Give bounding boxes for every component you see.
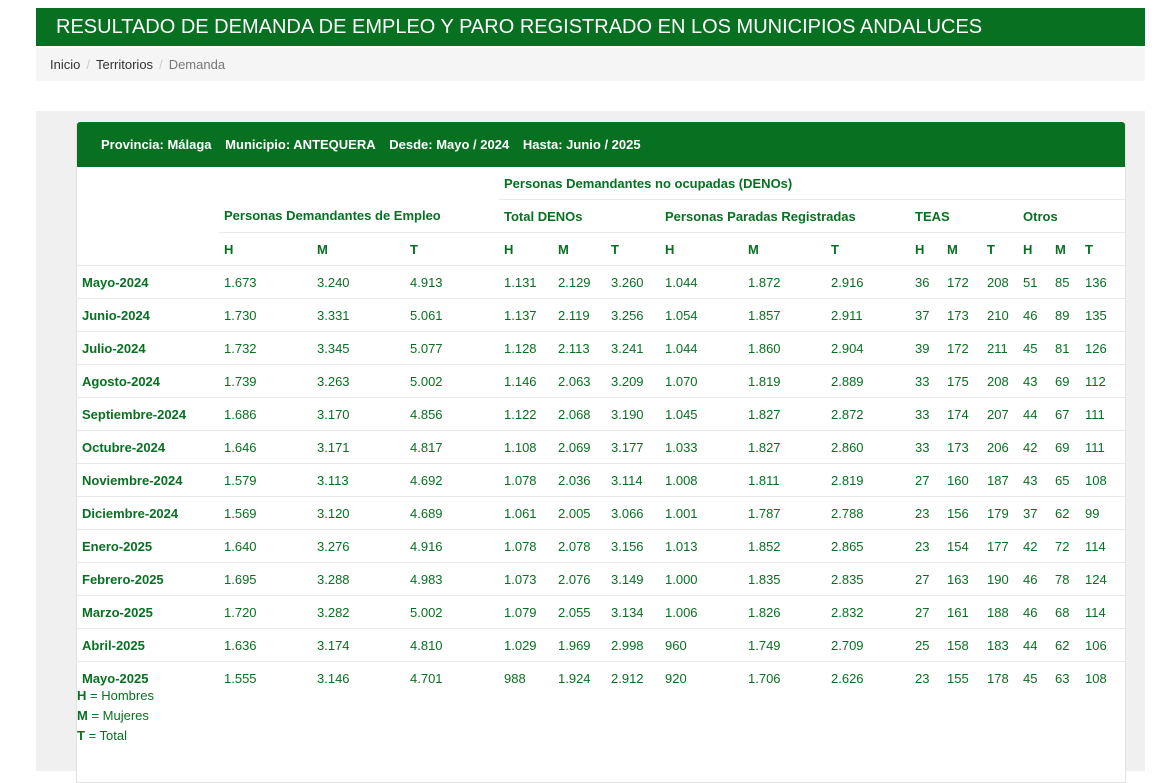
table-cell: 210 [982,299,1018,332]
header-h: H [1018,233,1050,266]
table-cell: 158 [942,629,982,662]
legend-item-m: M = Mujeres [77,708,149,723]
header-denos-group: Personas Demandantes no ocupadas (DENOs) [504,175,793,191]
breadcrumb-separator: / [86,57,90,72]
table-cell: 1.108 [499,431,553,464]
table-cell: 163 [942,563,982,596]
table-cell: 1.061 [499,497,553,530]
table-cell: 124 [1080,563,1125,596]
table-cell: 2.889 [826,365,910,398]
table-cell: 3.066 [606,497,660,530]
table-cell: 3.256 [606,299,660,332]
table-row [77,596,1125,629]
table-cell: 1.827 [743,398,826,431]
results-panel [76,122,1126,783]
table-body [77,266,1125,695]
table-cell: 1.073 [499,563,553,596]
table-cell: 1.826 [743,596,826,629]
table-cell: 2.709 [826,629,910,662]
table-cell: 988 [499,662,553,695]
legend-item-h: H = Hombres [77,688,154,703]
table-cell: 3.149 [606,563,660,596]
table-cell: 33 [910,431,942,464]
table-cell: 1.852 [743,530,826,563]
table-cell: 65 [1050,464,1080,497]
table-cell: 1.013 [660,530,743,563]
table-cell: 177 [982,530,1018,563]
table-cell: 135 [1080,299,1125,332]
table-cell: 5.002 [405,596,499,629]
table-cell: 85 [1050,266,1080,299]
table-cell: 2.068 [553,398,606,431]
table-cell: 208 [982,266,1018,299]
header-m: M [312,233,405,266]
table-cell: 2.063 [553,365,606,398]
table-cell: 1.070 [660,365,743,398]
table-cell: 44 [1018,398,1050,431]
hasta-label: Hasta: Junio / 2025 [522,137,641,152]
table-cell: 173 [942,431,982,464]
table-cell: 45 [1018,662,1050,695]
table-cell: 2.069 [553,431,606,464]
header-empty [77,233,219,266]
table-cell: 46 [1018,563,1050,596]
table-cell: 3.120 [312,497,405,530]
table-cell: 172 [942,266,982,299]
table-cell: 69 [1050,431,1080,464]
table-cell: 27 [910,596,942,629]
table-cell: 1.555 [219,662,312,695]
results-table [77,167,1125,694]
table-cell: 3.114 [606,464,660,497]
table-cell: 1.695 [219,563,312,596]
table-row [77,431,1125,464]
table-cell: 1.044 [660,266,743,299]
header-total-denos: Total DENOs [499,200,660,233]
table-cell: 68 [1050,596,1080,629]
table-cell: 106 [1080,629,1125,662]
table-cell: 1.078 [499,530,553,563]
table-cell: 3.260 [606,266,660,299]
table-cell: 207 [982,398,1018,431]
row-month: Junio-2024 [77,299,219,332]
row-month: Marzo-2025 [77,596,219,629]
header-t: T [826,233,910,266]
header-empty [77,167,219,200]
table-cell: 1.730 [219,299,312,332]
table-row [77,563,1125,596]
table-cell: 2.911 [826,299,910,332]
table-cell: 2.076 [553,563,606,596]
table-cell: 2.626 [826,662,910,695]
table-cell: 3.345 [312,332,405,365]
table-cell: 2.998 [606,629,660,662]
table-cell: 2.904 [826,332,910,365]
table-cell: 183 [982,629,1018,662]
table-cell: 1.640 [219,530,312,563]
table-cell: 114 [1080,596,1125,629]
desde-label: Desde: Mayo / 2024 [389,137,510,152]
table-cell: 3.240 [312,266,405,299]
table-cell: 5.061 [405,299,499,332]
breadcrumb-separator: / [159,57,163,72]
table-cell: 36 [910,266,942,299]
table-cell: 42 [1018,431,1050,464]
municipio-label: Municipio: ANTEQUERA [225,137,376,152]
legend-item-t: T = Total [77,728,128,743]
table-cell: 4.692 [405,464,499,497]
table-cell: 25 [910,629,942,662]
row-month: Abril-2025 [77,629,219,662]
header-h: H [499,233,553,266]
table-cell: 51 [1018,266,1050,299]
table-cell: 2.912 [606,662,660,695]
table-cell: 3.263 [312,365,405,398]
table-cell: 5.077 [405,332,499,365]
header-h: H [219,233,312,266]
table-cell: 1.969 [553,629,606,662]
table-cell: 1.008 [660,464,743,497]
table-cell: 920 [660,662,743,695]
table-cell: 1.739 [219,365,312,398]
table-cell: 72 [1050,530,1080,563]
header-h: H [660,233,743,266]
table-cell: 3.282 [312,596,405,629]
table-cell: 1.819 [743,365,826,398]
table-cell: 23 [910,662,942,695]
table-cell: 23 [910,497,942,530]
table-cell: 111 [1080,431,1125,464]
table-cell: 2.835 [826,563,910,596]
table-cell: 1.860 [743,332,826,365]
table-cell: 1.137 [499,299,553,332]
header-m: M [553,233,606,266]
table-cell: 45 [1018,332,1050,365]
table-cell: 46 [1018,299,1050,332]
table-cell: 2.860 [826,431,910,464]
header-h: H [910,233,942,266]
header-demandantes: Personas Demandantes de Empleo [224,208,441,224]
table-cell: 2.872 [826,398,910,431]
row-month: Noviembre-2024 [77,464,219,497]
table-cell: 27 [910,464,942,497]
table-cell: 78 [1050,563,1080,596]
table-cell: 1.128 [499,332,553,365]
table-cell: 2.916 [826,266,910,299]
table-cell: 155 [942,662,982,695]
table-cell: 3.276 [312,530,405,563]
breadcrumb [36,48,1145,81]
row-month: Julio-2024 [77,332,219,365]
table-cell: 37 [910,299,942,332]
table-cell: 46 [1018,596,1050,629]
breadcrumb-territorios-link[interactable]: Territorios [95,57,154,72]
header-m: M [1050,233,1080,266]
table-row [77,629,1125,662]
table-row [77,497,1125,530]
table-row [77,530,1125,563]
table-cell: 136 [1080,266,1125,299]
row-month: Septiembre-2024 [77,398,219,431]
table-row [77,266,1125,299]
table-cell: 3.171 [312,431,405,464]
header-empty [77,200,219,233]
header-t: T [405,233,499,266]
table-cell: 111 [1080,398,1125,431]
table-cell: 42 [1018,530,1050,563]
table-cell: 1.044 [660,332,743,365]
table-cell: 4.913 [405,266,499,299]
panel-heading [77,122,1125,167]
table-cell: 5.002 [405,365,499,398]
table-cell: 67 [1050,398,1080,431]
table-cell: 4.810 [405,629,499,662]
table-cell: 1.706 [743,662,826,695]
breadcrumb-home-link[interactable]: Inicio [50,57,81,72]
table-cell: 4.689 [405,497,499,530]
table-cell: 39 [910,332,942,365]
table-cell: 1.045 [660,398,743,431]
header-empty [219,167,499,200]
table-cell: 1.646 [219,431,312,464]
table-cell: 1.146 [499,365,553,398]
table-cell: 154 [942,530,982,563]
table-cell: 1.924 [553,662,606,695]
table-cell: 37 [1018,497,1050,530]
row-month: Octubre-2024 [77,431,219,464]
table-cell: 23 [910,530,942,563]
header-m: M [942,233,982,266]
table-cell: 112 [1080,365,1125,398]
table-cell: 108 [1080,464,1125,497]
row-month: Enero-2025 [77,530,219,563]
table-cell: 1.811 [743,464,826,497]
table-cell: 4.916 [405,530,499,563]
table-cell: 4.856 [405,398,499,431]
table-cell: 1.636 [219,629,312,662]
table-cell: 1.720 [219,596,312,629]
table-cell: 2.005 [553,497,606,530]
table-cell: 62 [1050,629,1080,662]
table-cell: 2.865 [826,530,910,563]
table-cell: 2.129 [553,266,606,299]
table-cell: 1.749 [743,629,826,662]
row-month: Agosto-2024 [77,365,219,398]
table-row [77,662,1125,695]
table-cell: 2.055 [553,596,606,629]
table-cell: 174 [942,398,982,431]
table-cell: 2.788 [826,497,910,530]
table-cell: 1.569 [219,497,312,530]
page-title: RESULTADO DE DEMANDA DE EMPLEO Y PARO REGISTRADO EN LOS MUNICIPIOS ANDALUCES [36,8,1145,46]
table-cell: 161 [942,596,982,629]
table-cell: 62 [1050,497,1080,530]
table-cell: 126 [1080,332,1125,365]
header-t: T [1080,233,1125,266]
content-well [36,111,1145,771]
table-cell: 3.113 [312,464,405,497]
table-cell: 44 [1018,629,1050,662]
table-row [77,299,1125,332]
table-cell: 2.113 [553,332,606,365]
table-cell: 3.146 [312,662,405,695]
header-row-hmt [77,233,1125,266]
table-cell: 1.686 [219,398,312,431]
table-cell: 1.029 [499,629,553,662]
table-cell: 2.036 [553,464,606,497]
table-cell: 1.827 [743,431,826,464]
table-cell: 27 [910,563,942,596]
table-cell: 114 [1080,530,1125,563]
table-cell: 69 [1050,365,1080,398]
table-cell: 3.209 [606,365,660,398]
header-otros: Otros [1018,200,1125,233]
table-cell: 1.000 [660,563,743,596]
table-cell: 1.787 [743,497,826,530]
table-cell: 1.122 [499,398,553,431]
header-teas: TEAS [910,200,1018,233]
table-cell: 3.190 [606,398,660,431]
header-row-categories [77,200,1125,233]
table-cell: 2.078 [553,530,606,563]
table-cell: 190 [982,563,1018,596]
table-cell: 89 [1050,299,1080,332]
table-cell: 1.054 [660,299,743,332]
table-cell: 175 [942,365,982,398]
table-cell: 4.701 [405,662,499,695]
table-cell: 1.033 [660,431,743,464]
table-cell: 1.006 [660,596,743,629]
table-row [77,332,1125,365]
row-month: Mayo-2025 [77,662,219,695]
table-cell: 211 [982,332,1018,365]
table-cell: 3.331 [312,299,405,332]
table-cell: 3.288 [312,563,405,596]
table-cell: 160 [942,464,982,497]
table-cell: 3.156 [606,530,660,563]
table-cell: 108 [1080,662,1125,695]
table-cell: 3.174 [312,629,405,662]
header-t: T [606,233,660,266]
legend [77,686,154,746]
table-cell: 2.832 [826,596,910,629]
table-cell: 3.177 [606,431,660,464]
table-cell: 81 [1050,332,1080,365]
table-row [77,398,1125,431]
table-row [77,464,1125,497]
table-cell: 206 [982,431,1018,464]
table-cell: 1.579 [219,464,312,497]
table-cell: 1.872 [743,266,826,299]
row-month: Diciembre-2024 [77,497,219,530]
table-cell: 172 [942,332,982,365]
table-cell: 43 [1018,365,1050,398]
table-cell: 63 [1050,662,1080,695]
table-cell: 208 [982,365,1018,398]
table-cell: 3.134 [606,596,660,629]
table-cell: 173 [942,299,982,332]
table-cell: 2.819 [826,464,910,497]
table-cell: 1.131 [499,266,553,299]
breadcrumb-current: Demanda [168,57,226,72]
header-paradas: Personas Paradas Registradas [660,200,910,233]
table-cell: 33 [910,365,942,398]
table-cell: 4.817 [405,431,499,464]
row-month: Febrero-2025 [77,563,219,596]
table-cell: 3.241 [606,332,660,365]
table-cell: 156 [942,497,982,530]
table-cell: 99 [1080,497,1125,530]
table-cell: 1.835 [743,563,826,596]
table-cell: 187 [982,464,1018,497]
table-cell: 960 [660,629,743,662]
table-cell: 43 [1018,464,1050,497]
table-cell: 178 [982,662,1018,695]
table-cell: 188 [982,596,1018,629]
header-m: M [743,233,826,266]
table-row [77,365,1125,398]
table-cell: 1.673 [219,266,312,299]
row-month: Mayo-2024 [77,266,219,299]
table-cell: 2.119 [553,299,606,332]
header-t: T [982,233,1018,266]
table-cell: 179 [982,497,1018,530]
header-row-group [77,167,1125,200]
table-cell: 1.732 [219,332,312,365]
table-cell: 33 [910,398,942,431]
table-cell: 1.079 [499,596,553,629]
provincia-label: Provincia: Málaga [101,137,212,152]
table-cell: 1.078 [499,464,553,497]
table-cell: 3.170 [312,398,405,431]
table-cell: 1.001 [660,497,743,530]
table-cell: 1.857 [743,299,826,332]
table-cell: 4.983 [405,563,499,596]
